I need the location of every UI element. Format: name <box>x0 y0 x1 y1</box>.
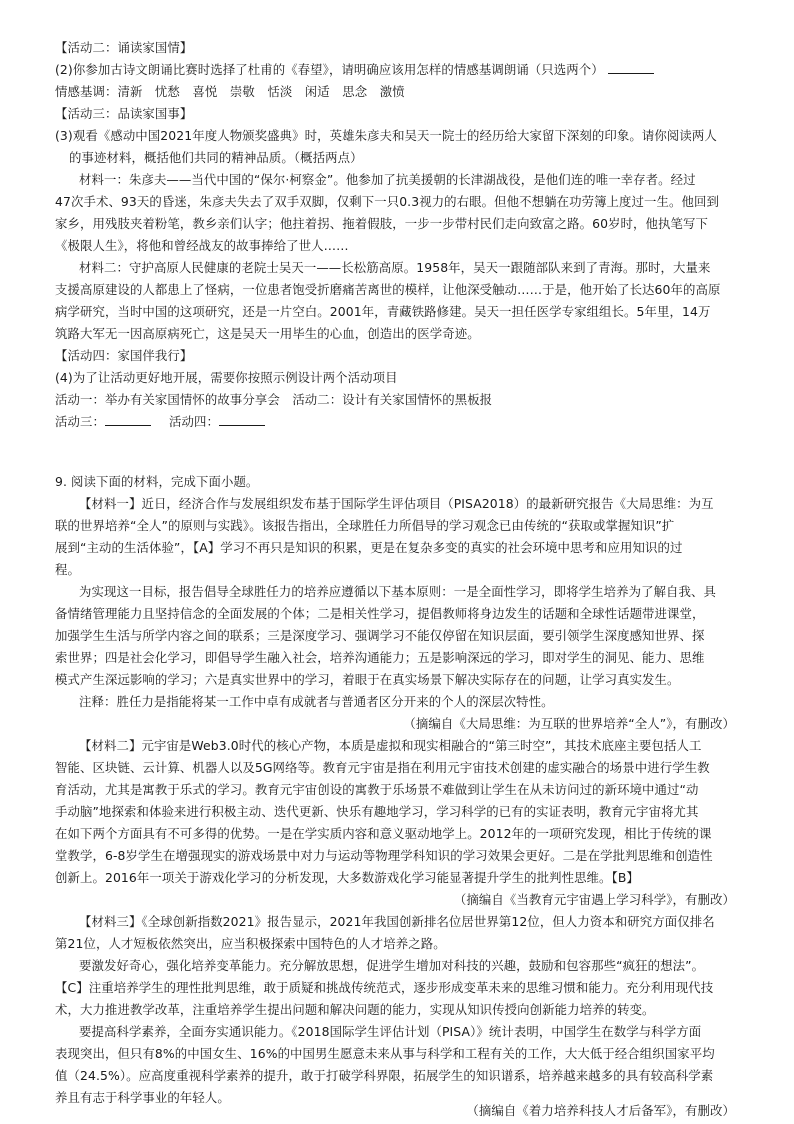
c1-line: 备情绪管理能力且坚持信念的全面发展的个体；二是相关性学习，提倡教师将身边发生的话题和全球性话题带进课堂， <box>55 606 705 621</box>
c2-line: 育活动，尤其是寓教于乐式的学习。教育元宇宙创设的寓教于乐场景不难做到让学生在从未访问过的新环境中通过“动 <box>55 782 699 797</box>
c1-line: 为实现这一目标，报告倡导全球胜任力的培养应遵循以下基本原则：一是全面性学习，即将学生培养为了解自我、具 <box>79 584 717 599</box>
c1-line: 索世界；四是社会化学习，即倡导学生融入社会，培养沟通能力；五是影响深远的学习，即对学生的洞见、能力、思维 <box>55 650 705 665</box>
activity4-heading: 【活动四：家国伴我行】 <box>55 348 193 363</box>
c3-line: 表现突出，但只有8%的中国女生、16%的中国男生愿意未来从事与科学和工程有关的工作，大大低于经合组织国家平均 <box>55 1046 715 1061</box>
activity-example: 活动一：举办有关家国情怀的故事分享会 活动二：设计有关家国情怀的黑板报 <box>55 392 493 407</box>
c1-source: （摘编自《大局思维：为互联的世界培养“全人”》，有删改） <box>403 716 735 731</box>
c2-line: 堂教学，6-8岁学生在增强现实的游戏场景中对力与运动等物理学科知识的学习效果会更好。二是在学批判思维和创造性 <box>55 848 713 863</box>
question-3-line1: (3)观看《感动中国2021年度人物颁奖盛典》时，英雄朱彦夫和吴天一院士的经历给大家留下深刻的印象。请你阅读两人 <box>55 128 717 143</box>
material2-line1: 材料二：守护高原人民健康的老院士吴天一——长松筋高原。1958年，吴天一跟随部队来到了青海。那时，大量来 <box>79 260 711 275</box>
question-2 <box>55 59 745 81</box>
material2-line3: 病学研究，当时中国的这项研究，还是一片空白。2001年，青藏铁路修建。吴天一担任医学专家组组长。5年里，14万 <box>55 304 711 319</box>
question-4: (4)为了让活动更好地开展，需要你按照示例设计两个活动项目 <box>55 370 398 385</box>
c3-line: 【C】注重培养学生的理性批判思维，敢于质疑和挑战传统范式，逐步形成变革未来的思维习惯和能力。充分利用现代技 <box>55 980 714 995</box>
c3-line: 值（24.5%）。应高度重视科学素养的提升，敢于打破学科界限，拓展学生的知识谱系，培养越来越多的具有较高科学素 <box>55 1068 714 1083</box>
c3-line: 要激发好奇心，强化培养变革能力。充分解放思想，促进学生增加对科技的兴趣，鼓励和包容那些“疯狂的想法”。 <box>79 958 705 973</box>
c1-line: 模式产生深远影响的学习；六是真实世界中的学习，着眼于在真实场景下解决实际存在的问题，让学习真实发生。 <box>55 672 680 687</box>
c3-line: 第21位，人才短板依然突出，应当积极探索中国特色的人才培养之路。 <box>55 936 446 951</box>
material2-line2: 支援高原建设的人都患上了怪病，一位患者饱受折磨痛苦离世的模样，让他深受触动……于是，他开始了长达60年的高原 <box>55 282 721 297</box>
c2-line: 【材料二】元宇宙是Web3.0时代的核心产物，本质是虚拟和现实相融合的“第三时空”，其技术底座主要包括人工 <box>79 738 702 753</box>
c2-line: 创新上。2016年一项关于游戏化学习的分析发现，大多数游戏化学习能显著提升学生的批判性思维。【B】 <box>55 870 639 885</box>
activity2-heading: 【活动二：诵读家国情】 <box>55 40 193 55</box>
c1-line: 联的世界培养“全人”的原则与实践》。该报告指出，全球胜任力所倡导的学习观念已由传统的“获取或掌握知识”扩 <box>55 518 675 533</box>
c3-line: 术，大力推进教学改革，注重培养学生提出问题和解决问题的能力，实现从知识传授向创新能力培养的转变。 <box>55 1002 655 1017</box>
c2-line: 智能、区块链、云计算、机器人以及5G网络等。教育元宇宙是指在利用元宇宙技术创建的虚实融合的场景中进行学生教 <box>55 760 710 775</box>
c1-line: 程。 <box>55 562 80 577</box>
emotion-words: 情感基调：清新 忧愁 喜悦 崇敬 恬淡 闲适 思念 激愤 <box>55 84 405 99</box>
c1-note: 注释：胜任力是指能将某一工作中卓有成就者与普通者区分开来的个人的深层次特性。 <box>79 694 554 709</box>
material1-line3: 家乡，用残肢夹着粉笔，教乡亲们认字；他拄着拐、拖着假肢，一步一步带村民们走向致富之路。60岁时，他执笔写下 <box>55 216 708 231</box>
question-2-text: (2)你参加古诗文朗诵比赛时选择了杜甫的《春望》，请明确应该用怎样的情感基调朗诵（只选两个） <box>55 62 604 77</box>
c2-source: （摘编自《当教育元宇宙遇上学习科学》，有删改） <box>453 892 735 907</box>
material1-line1: 材料一：朱彦夫——当代中国的“保尔·柯察金”。他参加了抗美援朝的长津湖战役，是他们连的唯一幸存者。经过 <box>79 172 696 187</box>
c2-line: 在如下两个方面具有不可多得的优势。一是在学实质内容和意义驱动地学上。2012年的一项研究发现，相比于传统的课 <box>55 826 712 841</box>
activity3-heading: 【活动三：品读家国事】 <box>55 106 193 121</box>
material1-line4: 《极限人生》，将他和曾经战友的故事捧给了世人…… <box>55 238 349 253</box>
c1-line: 加强学生生活与所学内容之间的联系；三是深度学习、强调学习不能仅停留在知识层面，要引领学生深度感知世界、探 <box>55 628 705 643</box>
c3-line: 养且有志于科学事业的年轻人。 <box>55 1090 230 1105</box>
c2-line: 手动脑”地探索和体验来进行积极主动、迭代更新、快乐有趣地学习，学习科学的已有的实证表明，教育元宇宙将尤其 <box>55 804 699 819</box>
question-3-line2: 的事迹材料，概括他们共同的精神品质。（概括两点） <box>69 150 363 165</box>
c3-line: 【材料三】《全球创新指数2021》报告显示，2021年我国创新排名位居世界第12位，但人力资本和研究方面仅排名 <box>79 914 715 929</box>
answer-blank-2[interactable] <box>608 59 654 74</box>
material2-line4: 筑路大军无一因高原病死亡，这是吴天一用毕生的心血，创造出的医学奇迹。 <box>55 326 480 341</box>
c3-line: 要提高科学素养，全面夯实通识能力。《2018国际学生评估计划（PISA）》统计表明，中国学生在数学与科学方面 <box>79 1024 702 1039</box>
c3-source: （摘编自《着力培养科技人才后备军》，有删改） <box>466 1103 735 1118</box>
activity3-label: 活动三： <box>55 414 105 429</box>
c1-line: 展到“主动的生活体验”，【A】学习不再只是知识的积累，更是在复杂多变的真实的社会环境中思考和应用知识的过 <box>55 540 683 555</box>
c1-line: 【材料一】近日，经济合作与发展组织发布基于国际学生评估项目（PISA2018）的最新研究报告《大局思维：为互 <box>79 496 714 511</box>
material1-line2: 47次手术、93天的昏迷，朱彦夫失去了双手双脚，仅剩下一只0.3视力的右眼。但他不想躺在功劳簿上度过一生。他回到 <box>55 194 719 209</box>
answer-blank-activity3[interactable] <box>105 411 151 426</box>
activity4-label: 活动四： <box>168 414 219 429</box>
answer-blank-activity4[interactable] <box>219 411 265 426</box>
activity-blanks <box>55 411 745 433</box>
question-9-title: 9. 阅读下面的材料，完成下面小题。 <box>55 474 259 489</box>
